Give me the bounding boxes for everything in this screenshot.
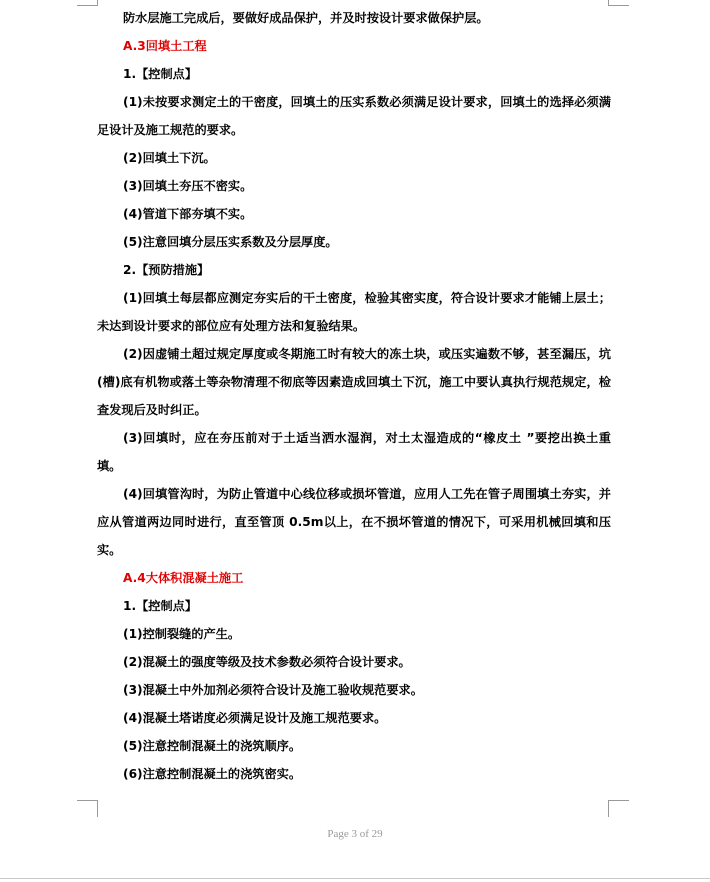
crop-mark-top-left bbox=[77, 0, 98, 6]
paragraph: (3)回填时，应在夯压前对于土适当洒水湿润，对土太湿造成的“橡皮土 ”要挖出换土重填。 bbox=[97, 431, 611, 473]
paragraph: (1)控制裂缝的产生。 bbox=[123, 627, 241, 641]
crop-mark-bottom-left bbox=[77, 800, 98, 817]
paragraph: (6)注意控制混凝土的浇筑密实。 bbox=[123, 767, 302, 781]
paragraph: (1)未按要求测定土的干密度，回填土的压实系数必须满足设计要求，回填土的选择必须满足设计及施工规范的要求。 bbox=[97, 95, 611, 137]
crop-mark-bottom-right bbox=[608, 800, 629, 817]
paragraph: (4)混凝土塔诺度必须满足设计及施工规范要求。 bbox=[123, 711, 387, 725]
paragraph: 防水层施工完成后，要做好成品保护，并及时按设计要求做保护层。 bbox=[123, 11, 489, 25]
subheading: 1.【控制点】 bbox=[123, 599, 198, 613]
subheading: 1.【控制点】 bbox=[123, 67, 198, 81]
page-divider bbox=[0, 878, 710, 879]
paragraph: (3)回填土夯压不密实。 bbox=[123, 179, 253, 193]
section-heading: A.3回填土工程 bbox=[123, 39, 207, 53]
paragraph: (2)因虚铺土超过规定厚度或冬期施工时有较大的冻土块，或压实遍数不够，甚至漏压，坑(槽)底有机物或落土等杂物清理不彻底等因素造成回填土下沉，施工中要认真执行规范规定，检查发现后及时纠正。 bbox=[97, 347, 611, 417]
paragraph: (5)注意控制混凝土的浇筑顺序。 bbox=[123, 739, 302, 753]
paragraph: (5)注意回填分层压实系数及分层厚度。 bbox=[123, 235, 338, 249]
paragraph: (1)回填土每层都应测定夯实后的干土密度，检验其密实度，符合设计要求才能铺上层土；未达到设计要求的部位应有处理方法和复验结果。 bbox=[97, 291, 611, 333]
paragraph: (2)混凝土的强度等级及技术参数必须符合设计要求。 bbox=[123, 655, 411, 669]
section-heading: A.4大体积混凝土施工 bbox=[123, 571, 244, 585]
page-number: Page 3 of 29 bbox=[327, 828, 383, 840]
document-body bbox=[97, 4, 611, 788]
paragraph: (2)回填土下沉。 bbox=[123, 151, 216, 165]
paragraph: (4)回填管沟时，为防止管道中心线位移或损坏管道，应用人工先在管子周围填土夯实，并应从管道两边同时进行，直至管顶 0.5m以上，在不损坏管道的情况下，可采用机械回填和压实。 bbox=[97, 487, 611, 557]
paragraph: (4)管道下部夯填不实。 bbox=[123, 207, 253, 221]
paragraph: (3)混凝土中外加剂必须符合设计及施工验收规范要求。 bbox=[123, 683, 423, 697]
crop-mark-top-right bbox=[608, 0, 629, 6]
subheading: 2.【预防措施】 bbox=[123, 263, 210, 277]
